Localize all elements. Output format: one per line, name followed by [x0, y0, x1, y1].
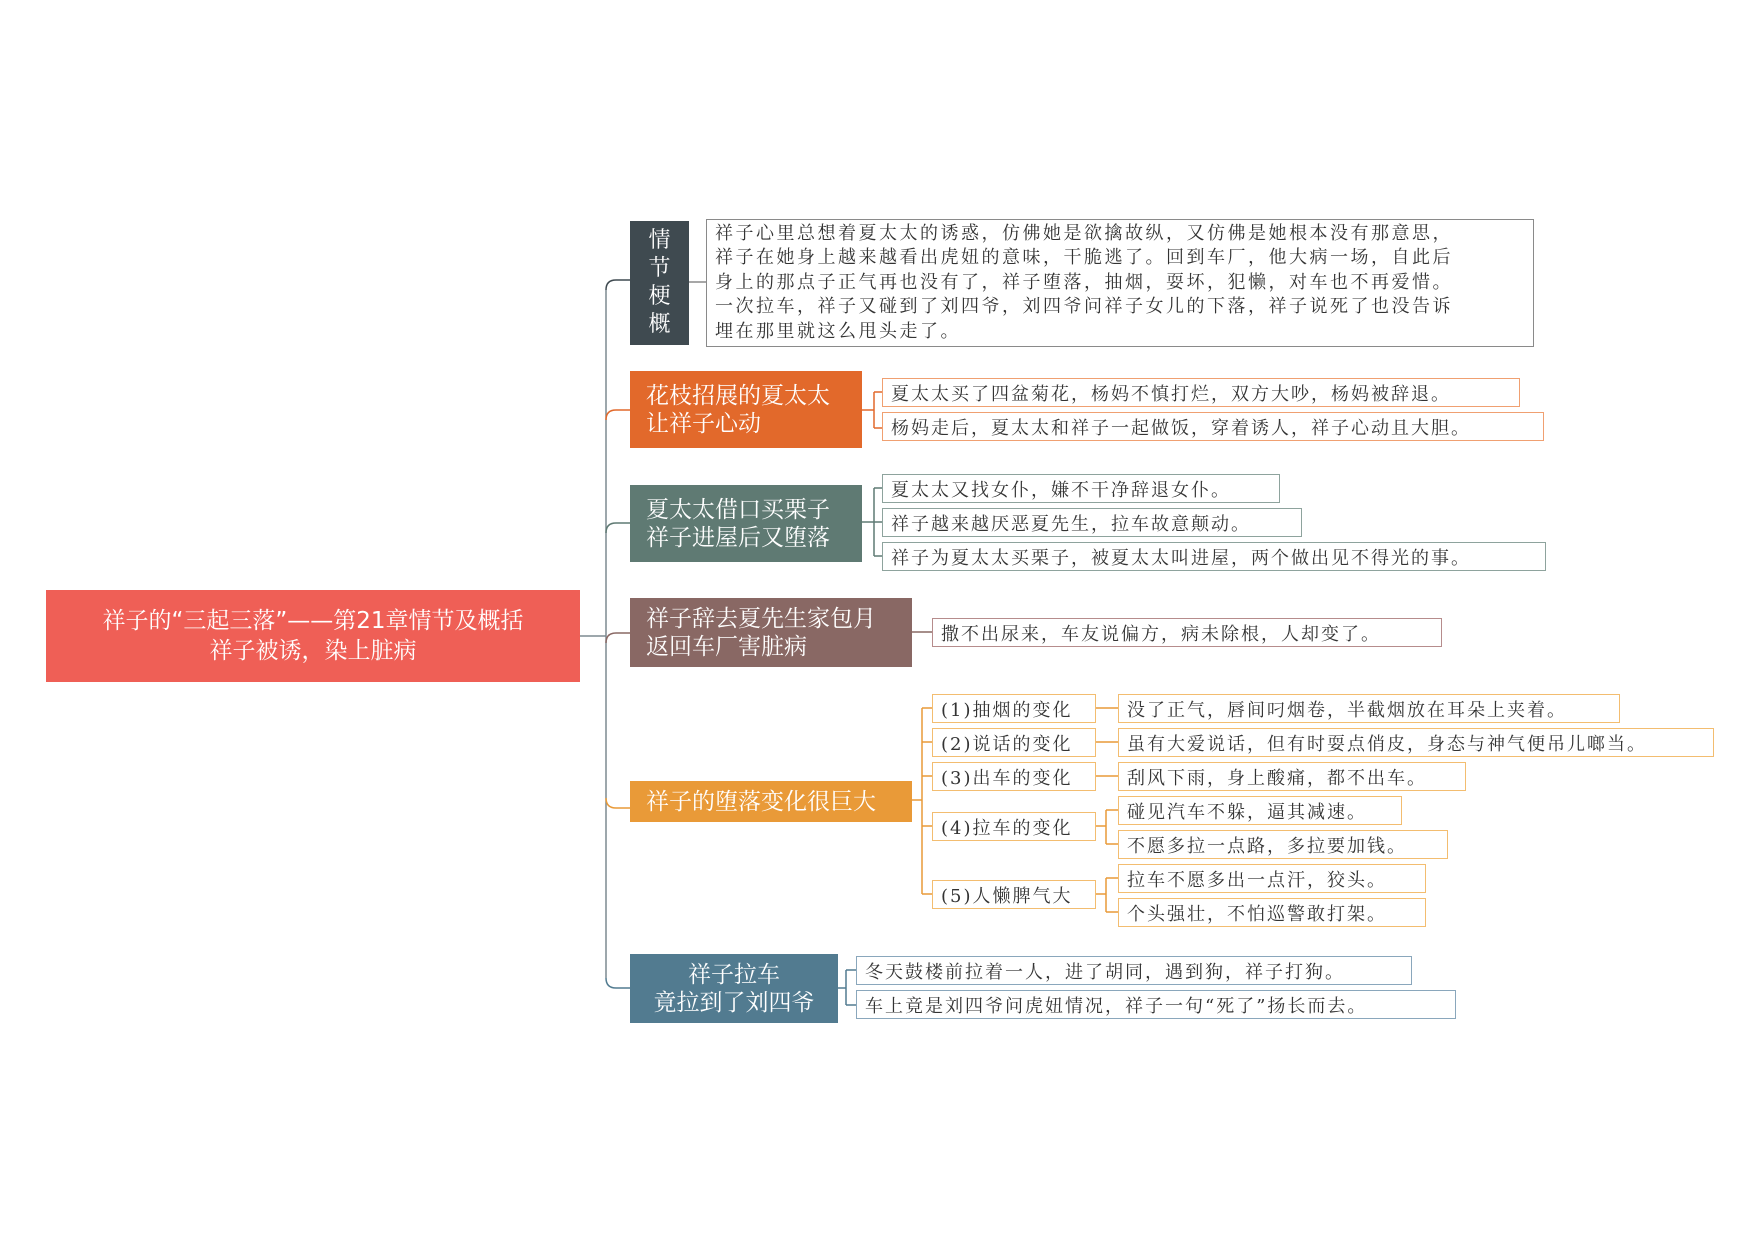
leaf-text[interactable]: 祥子为夏太太买栗子，被夏太太叫进屋，两个做出见不得光的事。	[882, 542, 1546, 571]
branch-label-line: 祥子辞去夏先生家包月	[646, 605, 876, 632]
branch-label-line: 返回车厂害脏病	[646, 633, 807, 660]
sub-topic-going-out[interactable]: (3)出车的变化	[932, 762, 1096, 791]
overview-text-box[interactable]	[706, 219, 1534, 347]
branch-quits-job[interactable]	[630, 598, 912, 667]
branch-label-line: 祥子的堕落变化很巨大	[646, 788, 876, 815]
leaf-text[interactable]: 没了正气，唇间叼烟卷，半截烟放在耳朵上夹着。	[1118, 694, 1620, 723]
branch-label-line: 祥子拉车	[688, 961, 780, 988]
leaf-text[interactable]: 不愿多拉一点路，多拉要加钱。	[1118, 830, 1448, 859]
branch-plot-overview[interactable]	[630, 221, 689, 345]
overview-label-char: 情	[648, 228, 671, 253]
branch-label-line: 夏太太借口买栗子	[646, 496, 830, 523]
root-title: 祥子的“三起三落”——第21章情节及概括	[102, 608, 524, 634]
leaf-text[interactable]: 祥子越来越厌恶夏先生，拉车故意颠动。	[882, 508, 1302, 537]
overview-label-char: 概	[648, 312, 671, 337]
branch-chestnut-excuse[interactable]	[630, 485, 862, 562]
leaf-text[interactable]: 碰见汽车不躲，逼其减速。	[1118, 796, 1402, 825]
overview-line: 身上的那点子正气再也没有了，祥子堕落，抽烟，耍坏，犯懒，对车也不再爱惜。	[715, 271, 1453, 293]
leaf-text[interactable]: 刮风下雨，身上酸痛，都不出车。	[1118, 762, 1466, 791]
leaf-text[interactable]: 虽有大爱说话，但有时耍点俏皮，身态与神气便吊儿啷当。	[1118, 728, 1714, 757]
sub-topic-speech[interactable]: (2)说话的变化	[932, 728, 1096, 757]
branch-degeneration[interactable]	[630, 781, 912, 822]
branch-label-line: 祥子进屋后又堕落	[646, 524, 830, 551]
root-subtitle: 祥子被诱，染上脏病	[209, 638, 417, 664]
overview-line: 祥子在她身上越来越看出虎妞的意味，干脆逃了。回到车厂，他大病一场，自此后	[715, 247, 1453, 269]
leaf-text[interactable]: 夏太太买了四盆菊花，杨妈不慎打烂，双方大吵，杨妈被辞退。	[882, 378, 1520, 407]
leaf-text[interactable]: 冬天鼓楼前拉着一人，进了胡同，遇到狗，祥子打狗。	[856, 956, 1412, 985]
sub-topic-pulling[interactable]: (4)拉车的变化	[932, 812, 1096, 841]
leaf-text[interactable]: 车上竟是刘四爷问虎妞情况，祥子一句“死了”扬长而去。	[856, 990, 1456, 1019]
leaf-text[interactable]: 个头强壮，不怕巡警敢打架。	[1118, 898, 1426, 927]
overview-line: 祥子心里总想着夏太太的诱惑，仿佛她是欲擒故纵，又仿佛是她根本没有那意思，	[715, 222, 1453, 244]
branch-mrs-xia-flirts[interactable]	[630, 371, 862, 448]
branch-label-line: 花枝招展的夏太太	[646, 382, 830, 409]
overview-line: 埋在那里就这么甩头走了。	[715, 320, 961, 342]
root-topic[interactable]	[46, 590, 580, 682]
overview-label-char: 节	[648, 256, 671, 281]
branch-label-line: 让祥子心动	[646, 410, 761, 437]
branch-meets-liu-siye[interactable]	[630, 954, 838, 1023]
branch-label-line: 竟拉到了刘四爷	[653, 989, 815, 1016]
leaf-text[interactable]: 撒不出尿来，车友说偏方，病未除根，人却变了。	[932, 618, 1442, 647]
sub-topic-laziness[interactable]: (5)人懒脾气大	[932, 880, 1096, 909]
sub-topic-smoking[interactable]: (1)抽烟的变化	[932, 694, 1096, 723]
leaf-text[interactable]: 拉车不愿多出一点汗，狡头。	[1118, 864, 1426, 893]
overview-line: 一次拉车，祥子又碰到了刘四爷，刘四爷问祥子女儿的下落，祥子说死了也没告诉	[715, 296, 1453, 318]
leaf-text[interactable]: 夏太太又找女仆，嫌不干净辞退女仆。	[882, 474, 1280, 503]
leaf-text[interactable]: 杨妈走后，夏太太和祥子一起做饭，穿着诱人，祥子心动且大胆。	[882, 412, 1544, 441]
overview-label-char: 梗	[648, 284, 671, 309]
